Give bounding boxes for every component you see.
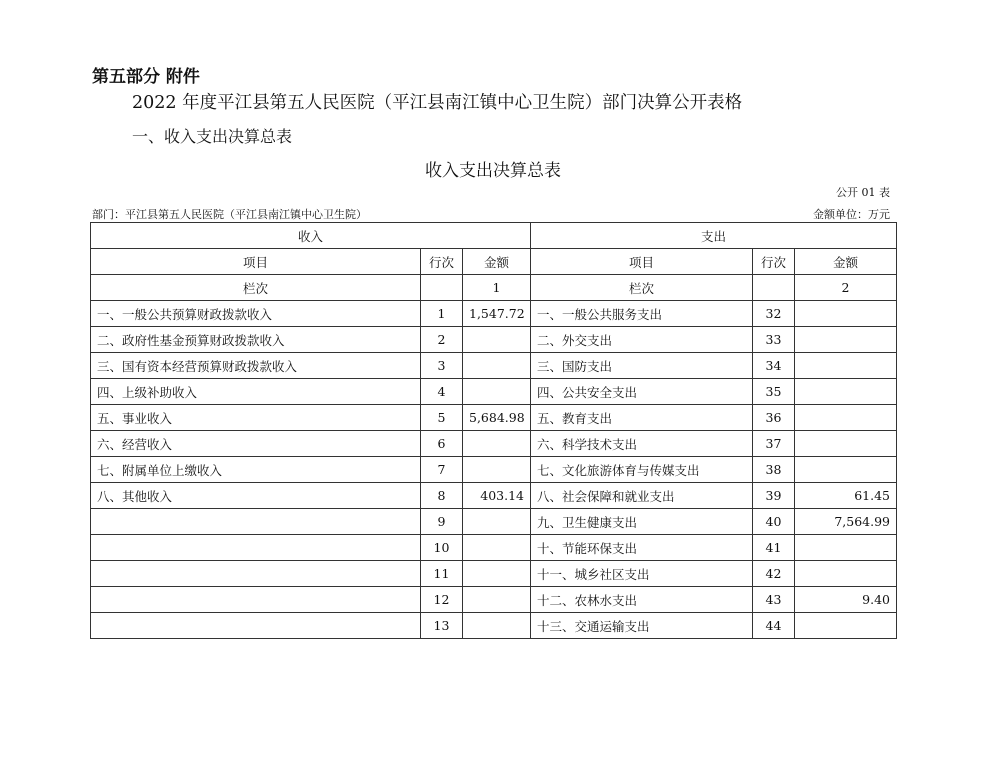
expense-col-no: 2	[795, 275, 897, 301]
table-row	[91, 535, 897, 561]
income-row-cell: 7	[421, 457, 463, 483]
table-row	[91, 613, 897, 639]
department-label: 部门：平江县第五人民医院（平江县南江镇中心卫生院）	[92, 208, 367, 221]
table-code: 公开 01 表	[836, 186, 890, 199]
expense-amount-cell	[795, 535, 897, 561]
income-amount-cell	[463, 379, 531, 405]
income-row-cell: 1	[421, 301, 463, 327]
expense-amount-cell	[795, 379, 897, 405]
table-column-number-row	[91, 275, 897, 301]
expense-amount-header: 金额	[795, 249, 897, 275]
income-blank-cell	[421, 275, 463, 301]
expense-row-cell: 37	[753, 431, 795, 457]
expense-row-cell: 32	[753, 301, 795, 327]
table-row	[91, 353, 897, 379]
table-row	[91, 587, 897, 613]
expense-item-cell: 十、节能环保支出	[531, 535, 753, 561]
table-row	[91, 431, 897, 457]
income-row-cell: 2	[421, 327, 463, 353]
income-amount-cell	[463, 561, 531, 587]
income-amount-cell: 1,547.72	[463, 301, 531, 327]
income-col-no: 1	[463, 275, 531, 301]
expense-amount-cell	[795, 431, 897, 457]
income-item-cell: 六、经营收入	[91, 431, 421, 457]
income-row-cell: 5	[421, 405, 463, 431]
expense-item-cell: 三、国防支出	[531, 353, 753, 379]
table-row	[91, 327, 897, 353]
income-item-cell: 二、政府性基金预算财政拨款收入	[91, 327, 421, 353]
table-row	[91, 509, 897, 535]
income-row-cell: 13	[421, 613, 463, 639]
table-row	[91, 457, 897, 483]
expense-amount-cell	[795, 353, 897, 379]
income-item-cell	[91, 613, 421, 639]
income-item-cell: 八、其他收入	[91, 483, 421, 509]
table-group-header-row	[91, 223, 897, 249]
expense-item-cell: 一、一般公共服务支出	[531, 301, 753, 327]
expense-amount-cell: 7,564.99	[795, 509, 897, 535]
income-row-header: 行次	[421, 249, 463, 275]
income-row-cell: 3	[421, 353, 463, 379]
part-title: 第五部分 附件	[92, 67, 200, 87]
income-item-cell	[91, 509, 421, 535]
expense-amount-cell	[795, 457, 897, 483]
expense-item-cell: 八、社会保障和就业支出	[531, 483, 753, 509]
expense-header: 支出	[531, 223, 897, 249]
expense-item-cell: 二、外交支出	[531, 327, 753, 353]
expense-label-row-cell: 栏次	[531, 275, 753, 301]
expense-row-cell: 36	[753, 405, 795, 431]
income-row-cell: 8	[421, 483, 463, 509]
expense-amount-cell	[795, 561, 897, 587]
expense-row-cell: 40	[753, 509, 795, 535]
table-column-header-row	[91, 249, 897, 275]
income-amount-cell: 5,684.98	[463, 405, 531, 431]
expense-item-cell: 九、卫生健康支出	[531, 509, 753, 535]
income-item-cell: 三、国有资本经营预算财政拨款收入	[91, 353, 421, 379]
table-row	[91, 483, 897, 509]
expense-row-cell: 39	[753, 483, 795, 509]
income-item-cell: 四、上级补助收入	[91, 379, 421, 405]
expense-amount-cell: 9.40	[795, 587, 897, 613]
expense-amount-cell	[795, 327, 897, 353]
expense-item-cell: 四、公共安全支出	[531, 379, 753, 405]
income-row-cell: 10	[421, 535, 463, 561]
table-row	[91, 379, 897, 405]
income-item-cell	[91, 535, 421, 561]
income-amount-cell	[463, 431, 531, 457]
expense-row-cell: 41	[753, 535, 795, 561]
income-item-header: 项目	[91, 249, 421, 275]
expense-item-cell: 十一、城乡社区支出	[531, 561, 753, 587]
income-item-cell: 五、事业收入	[91, 405, 421, 431]
expense-item-cell: 五、教育支出	[531, 405, 753, 431]
income-amount-cell	[463, 509, 531, 535]
expense-item-cell: 十三、交通运输支出	[531, 613, 753, 639]
expense-row-header: 行次	[753, 249, 795, 275]
expense-row-cell: 44	[753, 613, 795, 639]
income-item-cell: 一、一般公共预算财政拨款收入	[91, 301, 421, 327]
expense-item-cell: 七、文化旅游体育与传媒支出	[531, 457, 753, 483]
expense-row-cell: 35	[753, 379, 795, 405]
expense-row-cell: 43	[753, 587, 795, 613]
expense-blank-cell	[753, 275, 795, 301]
income-row-cell: 11	[421, 561, 463, 587]
unit-label: 金额单位：万元	[813, 208, 890, 221]
income-header: 收入	[91, 223, 531, 249]
income-row-cell: 4	[421, 379, 463, 405]
income-label-row-cell: 栏次	[91, 275, 421, 301]
income-row-cell: 6	[421, 431, 463, 457]
income-row-cell: 9	[421, 509, 463, 535]
income-amount-header: 金额	[463, 249, 531, 275]
document-title: 2022 年度平江县第五人民医院（平江县南江镇中心卫生院）部门决算公开表格	[132, 93, 743, 113]
income-item-cell: 七、附属单位上缴收入	[91, 457, 421, 483]
table-row	[91, 301, 897, 327]
income-amount-cell	[463, 587, 531, 613]
expense-amount-cell	[795, 301, 897, 327]
expense-row-cell: 33	[753, 327, 795, 353]
income-amount-cell	[463, 535, 531, 561]
income-expense-table	[90, 222, 897, 639]
expense-item-cell: 六、科学技术支出	[531, 431, 753, 457]
income-amount-cell	[463, 327, 531, 353]
income-row-cell: 12	[421, 587, 463, 613]
expense-item-cell: 十二、农林水支出	[531, 587, 753, 613]
expense-amount-cell	[795, 613, 897, 639]
table-row	[91, 561, 897, 587]
income-amount-cell	[463, 613, 531, 639]
expense-row-cell: 34	[753, 353, 795, 379]
expense-item-header: 项目	[531, 249, 753, 275]
section-title: 一、收入支出决算总表	[132, 127, 293, 146]
income-item-cell	[91, 561, 421, 587]
expense-amount-cell: 61.45	[795, 483, 897, 509]
income-amount-cell: 403.14	[463, 483, 531, 509]
expense-row-cell: 42	[753, 561, 795, 587]
expense-amount-cell	[795, 405, 897, 431]
table-title: 收入支出决算总表	[425, 161, 561, 181]
income-amount-cell	[463, 457, 531, 483]
income-item-cell	[91, 587, 421, 613]
table-row	[91, 405, 897, 431]
income-amount-cell	[463, 353, 531, 379]
expense-row-cell: 38	[753, 457, 795, 483]
